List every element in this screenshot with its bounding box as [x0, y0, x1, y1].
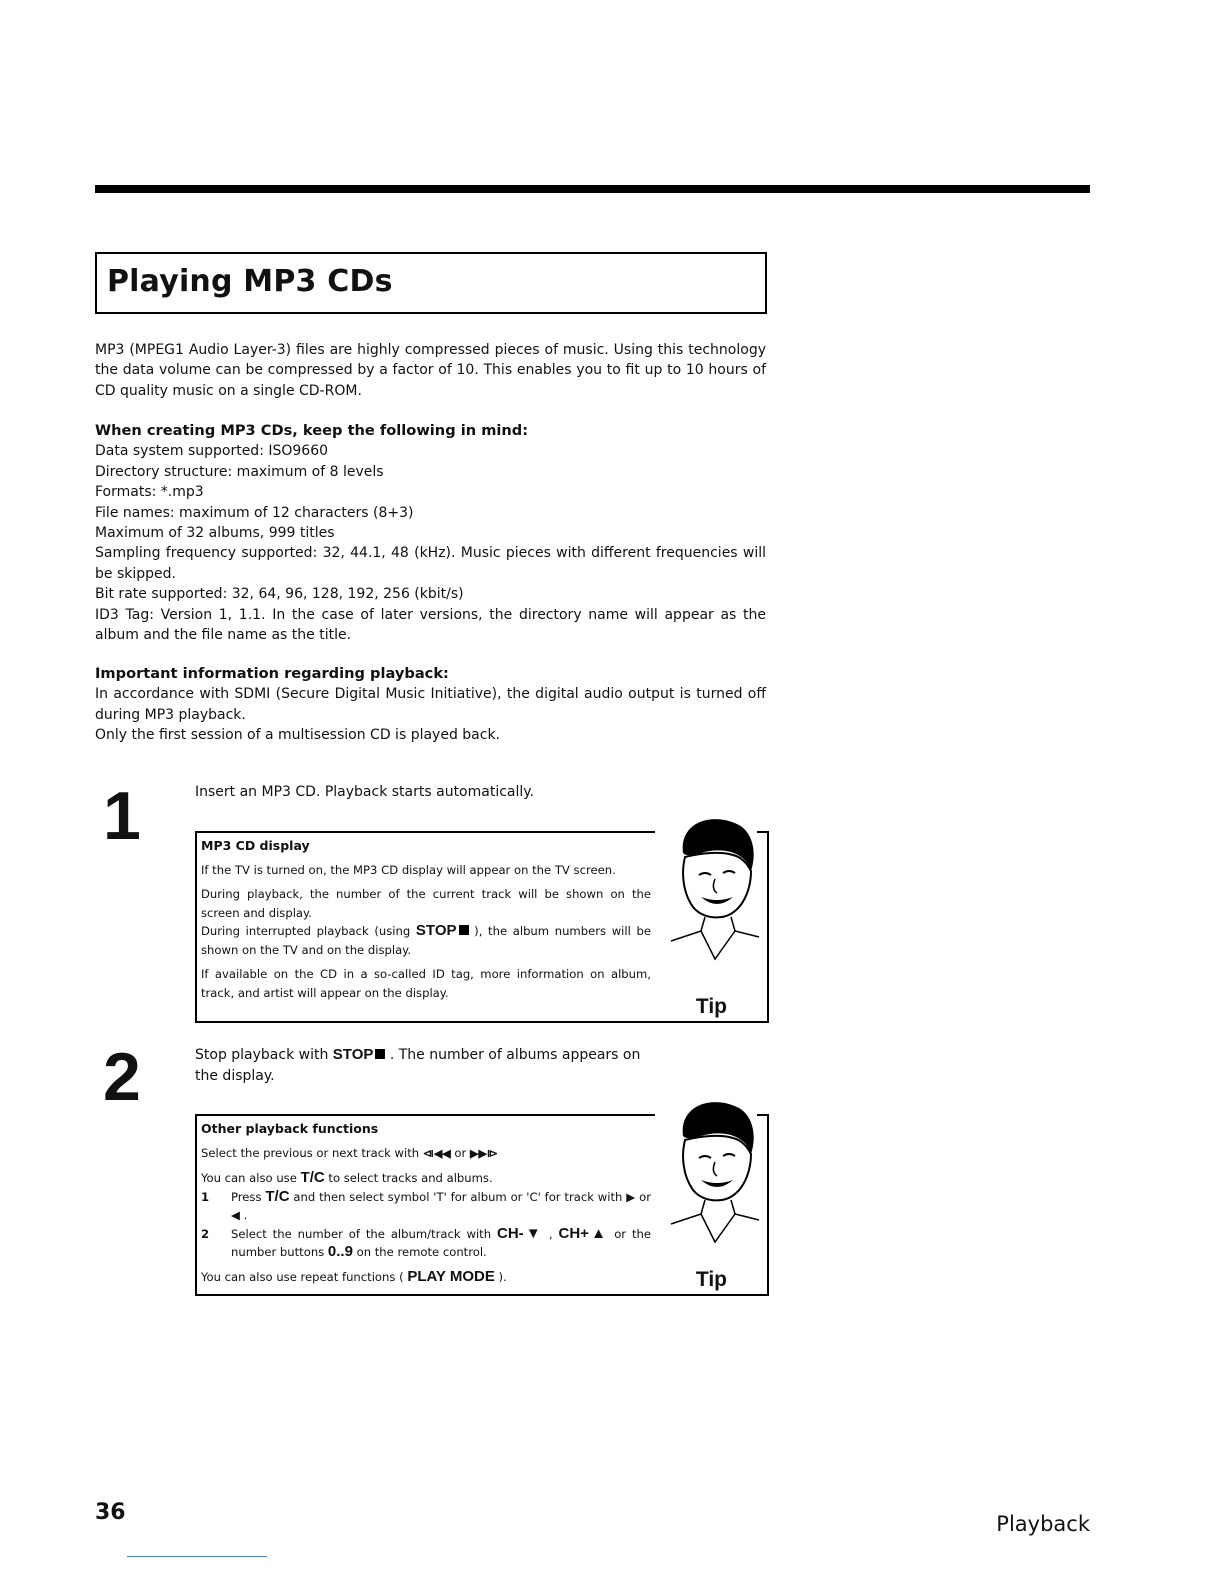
right-arrow-icon: ▶	[626, 1189, 636, 1204]
tip-paragraph	[201, 1144, 651, 1164]
title-box	[95, 252, 767, 314]
tip-box-mp3-display	[195, 831, 769, 1023]
tip-paragraph	[201, 1268, 651, 1287]
page-title: Playing MP3 CDs	[107, 264, 393, 299]
tip-text: During interrupted playback (using	[201, 924, 411, 938]
up-triangle-icon: ▲	[588, 1224, 609, 1242]
tip-text: or	[454, 1145, 467, 1160]
tip-character-face-icon	[661, 813, 761, 963]
tc-key-label: T/C	[265, 1187, 290, 1205]
step-number-1: 1	[103, 778, 141, 854]
tip-text: Press	[231, 1189, 262, 1204]
tip-heading: Other playback functions	[201, 1121, 379, 1136]
tip-text: to select tracks and albums.	[328, 1171, 493, 1185]
previous-track-icon: ⧏◀◀	[422, 1147, 451, 1160]
playback-info-heading: Important information regarding playback:	[95, 665, 449, 682]
tip-step-number: 2	[201, 1226, 210, 1241]
step-2-text-b: . The number of albums appears on the display.	[195, 1047, 641, 1084]
tip-content	[201, 1120, 651, 1286]
stop-key-label: STOP	[415, 922, 457, 939]
tip-text: ).	[498, 1269, 507, 1284]
tip-text: or	[639, 1189, 652, 1204]
tip-paragraph	[201, 1169, 651, 1188]
playback-info-section	[95, 664, 766, 746]
creating-section	[95, 421, 766, 645]
page-number: 36	[95, 1500, 126, 1525]
tc-key-label: T/C	[300, 1169, 325, 1186]
tip-text: You can also use repeat functions (	[201, 1269, 404, 1284]
step-1-text: Insert an MP3 CD. Playback starts automatically.	[195, 784, 535, 800]
tip-top-line	[195, 1114, 655, 1116]
spec-line: Sampling frequency supported: 32, 44.1, 48 (kHz). Music pieces with different frequencies will be skipped.	[95, 545, 766, 582]
tip-step-row	[201, 1188, 651, 1225]
tip-label: Tip	[695, 1268, 727, 1291]
playback-info-line: In accordance with SDMI (Secure Digital Music Initiative), the digital audio output is turned off during MP3 playback.	[95, 686, 766, 723]
step-2-text-a: Stop playback with	[195, 1047, 329, 1063]
tip-text: or the number buttons	[231, 1226, 651, 1259]
intro-section	[95, 340, 766, 401]
spec-line: Data system supported: ISO9660	[95, 443, 329, 460]
intro-paragraph: MP3 (MPEG1 Audio Layer-3) files are highly compressed pieces of music. Using this technology the data volume can be compressed by a factor of 10. This enables you to fit up to 10 hours of CD quality music on a single CD-ROM.	[95, 342, 766, 399]
tip-text: You can also use	[201, 1171, 297, 1185]
tip-top-line	[195, 831, 655, 833]
tip-paragraph: If available on the CD in a so-called ID tag, more information on album, track, and artist will appear on the display.	[201, 967, 651, 1000]
down-triangle-icon: ▼	[523, 1224, 543, 1242]
tip-content	[201, 837, 651, 1002]
section-name: Playback	[996, 1512, 1090, 1536]
tip-text: on the remote control.	[356, 1245, 487, 1259]
tip-step-text: Press T/C and then select symbol 'T' for album or 'C' for track with ▶ or ◀ .	[231, 1187, 652, 1222]
tip-paragraph	[201, 922, 651, 959]
tip-step-number: 1	[201, 1189, 210, 1204]
tip-step-row	[201, 1225, 651, 1262]
play-mode-key-label: PLAY MODE	[407, 1267, 495, 1285]
spec-line: File names: maximum of 12 characters (8+3)	[95, 504, 414, 521]
top-rule	[95, 185, 1090, 193]
playback-info-line: Only the first session of a multisession CD is played back.	[95, 727, 501, 744]
stop-square-icon	[459, 925, 469, 935]
tip-label: Tip	[695, 995, 727, 1018]
tip-text: ), the album numbers will be shown on the TV and on the display.	[201, 924, 652, 957]
tip-text: and then select symbol 'T' for album or 'C' for track with	[293, 1189, 623, 1204]
tip-box-other-functions	[195, 1114, 769, 1296]
tip-heading: MP3 CD display	[201, 838, 310, 853]
tip-text: Select the number of the album/track with	[231, 1226, 492, 1241]
tip-step-text: Select the number of the album/track with CH-▼ , CH+▲ or the number buttons 0..9 on the remote control.	[231, 1224, 651, 1260]
tip-paragraph: During playback, the number of the current track will be shown on the screen and display.	[201, 887, 651, 920]
step-2-text	[195, 1044, 655, 1087]
channel-up-key-label: CH+	[558, 1224, 589, 1242]
channel-down-key-label: CH-	[497, 1224, 524, 1242]
left-arrow-icon: ◀	[231, 1208, 240, 1222]
stop-key-label: STOP	[332, 1046, 374, 1063]
spec-line: Directory structure: maximum of 8 levels	[95, 463, 384, 480]
spec-line: ID3 Tag: Version 1, 1.1. In the case of later versions, the directory name will appear as the album and the file name as the title.	[95, 606, 766, 644]
tip-character-face-icon	[661, 1096, 761, 1246]
spec-line: Bit rate supported: 32, 64, 96, 128, 192, 256 (kbit/s)	[95, 586, 464, 603]
step-number-2: 2	[103, 1039, 141, 1115]
spec-line: Maximum of 32 albums, 999 titles	[95, 525, 335, 542]
number-keys-label: 0..9	[327, 1243, 353, 1260]
tip-paragraph: If the TV is turned on, the MP3 CD display will appear on the TV screen.	[201, 862, 616, 877]
creating-heading: When creating MP3 CDs, keep the following in mind:	[95, 422, 529, 439]
tip-text: Select the previous or next track with	[201, 1145, 420, 1160]
spec-line: Formats: *.mp3	[95, 484, 204, 501]
next-track-icon: ▶▶⧐	[469, 1147, 498, 1160]
stop-square-icon	[375, 1049, 385, 1059]
footer-rule	[127, 1556, 267, 1557]
